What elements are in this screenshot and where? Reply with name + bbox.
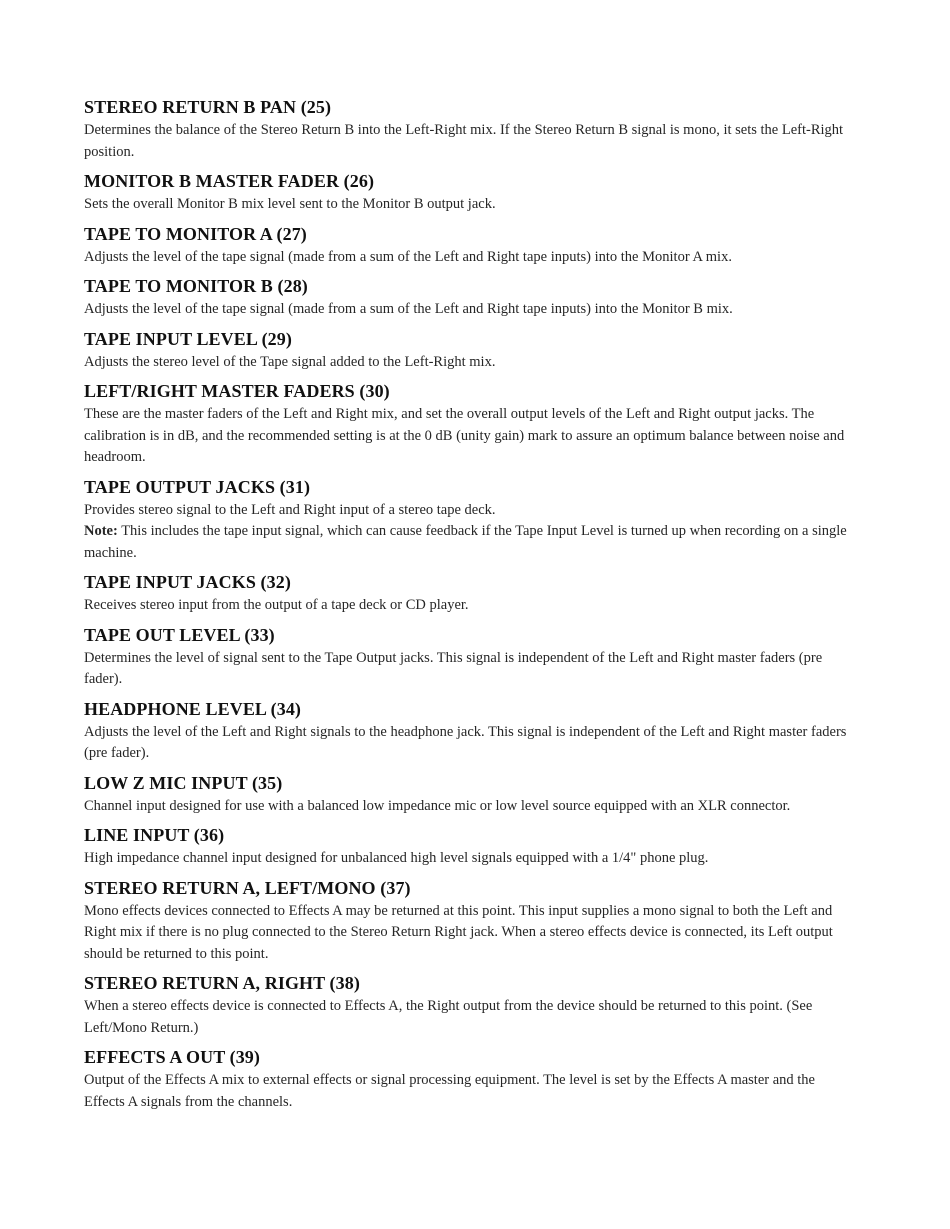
section-tape-to-monitor-b <box>84 275 859 321</box>
section-body: Output of the Effects A mix to external effects or signal processing equipment. The level is set by the Effects A master and the Effects A signals from the channels. <box>84 1072 815 1110</box>
section-body: Adjusts the stereo level of the Tape signal added to the Left-Right mix. <box>84 353 496 370</box>
note-text: This includes the tape input signal, which can cause feedback if the Tape Input Level is turned up when recording on a single machine. <box>84 523 847 561</box>
section-heading: MONITOR B MASTER FADER (26) <box>84 171 375 191</box>
note-label: Note: <box>84 523 118 539</box>
section-tape-to-monitor-a <box>84 223 859 269</box>
section-stereo-return-a-right <box>84 972 859 1039</box>
section-body: Adjusts the level of the tape signal (made from a sum of the Left and Right tape inputs) into the Monitor B mix. <box>84 301 733 317</box>
section-tape-out-level <box>84 624 859 691</box>
section-body: Provides stereo signal to the Left and Right input of a stereo tape deck. <box>84 501 496 518</box>
section-body: Receives stereo input from the output of a tape deck or CD player. <box>84 597 469 613</box>
section-body: Adjusts the level of the tape signal (made from a sum of the Left and Right tape inputs) into the Monitor A mix. <box>84 248 732 265</box>
section-heading: TAPE TO MONITOR A (27) <box>84 223 307 244</box>
section-tape-input-level <box>84 328 859 374</box>
manual-page <box>84 96 859 1120</box>
note-paragraph <box>84 521 859 564</box>
section-heading: LEFT/RIGHT MASTER FADERS (30) <box>84 381 390 401</box>
section-body: Channel input designed for use with a balanced low impedance mic or low level source equipped with an XLR connector. <box>84 797 791 814</box>
section-effects-a-out <box>84 1046 859 1113</box>
section-heading: LINE INPUT (36) <box>84 825 225 845</box>
section-heading: STEREO RETURN B PAN (25) <box>84 97 332 117</box>
section-line-input <box>84 824 859 870</box>
section-body: Mono effects devices connected to Effects A may be returned at this point. This input supplies a mono signal to both the Left and Right mix if there is no plug connected to the Stereo Return Right jack. When a stereo effects device is connected, its Left output should be returned to this point. <box>84 902 833 962</box>
section-monitor-b-master-fader <box>84 170 859 216</box>
section-body: Adjusts the level of the Left and Right signals to the headphone jack. This signal is independent of the Left and Right master faders (pre fader). <box>84 723 847 761</box>
section-tape-output-jacks <box>84 476 859 565</box>
section-body: Determines the balance of the Stereo Return B into the Left-Right mix. If the Stereo Return B signal is mono, it sets the Left-Right position. <box>84 122 844 160</box>
section-low-z-mic-input <box>84 772 859 818</box>
section-stereo-return-a-left-mono <box>84 877 859 966</box>
section-heading: TAPE OUTPUT JACKS (31) <box>84 476 311 497</box>
section-heading: TAPE TO MONITOR B (28) <box>84 276 308 296</box>
section-heading: TAPE INPUT JACKS (32) <box>84 572 291 592</box>
section-heading: EFFECTS A OUT (39) <box>84 1047 260 1067</box>
section-heading: TAPE INPUT LEVEL (29) <box>84 328 292 349</box>
section-heading: TAPE OUT LEVEL (33) <box>84 624 275 645</box>
section-left-right-master-faders <box>84 380 859 469</box>
section-body: When a stereo effects device is connected to Effects A, the Right output from the device should be returned to this point. (See Left/Mono Return.) <box>84 998 813 1036</box>
section-body: Determines the level of signal sent to the Tape Output jacks. This signal is independent of the Left and Right master faders (pre fader). <box>84 649 823 687</box>
section-stereo-return-b-pan <box>84 96 859 163</box>
section-body: Sets the overall Monitor B mix level sent to the Monitor B output jack. <box>84 196 496 212</box>
section-heading: STEREO RETURN A, LEFT/MONO (37) <box>84 877 411 898</box>
section-body: These are the master faders of the Left and Right mix, and set the overall output levels of the Left and Right output jacks. The calibration is in dB, and the recommended setting is at the 0 dB (unity gain) mark to assure an optimum balance between noise and headroom. <box>84 406 845 465</box>
section-heading: STEREO RETURN A, RIGHT (38) <box>84 973 360 993</box>
section-headphone-level <box>84 698 859 765</box>
section-heading: HEADPHONE LEVEL (34) <box>84 698 302 719</box>
section-body: High impedance channel input designed for unbalanced high level signals equipped with a 1/4" phone plug. <box>84 850 709 866</box>
section-tape-input-jacks <box>84 571 859 617</box>
section-heading: LOW Z MIC INPUT (35) <box>84 772 283 793</box>
